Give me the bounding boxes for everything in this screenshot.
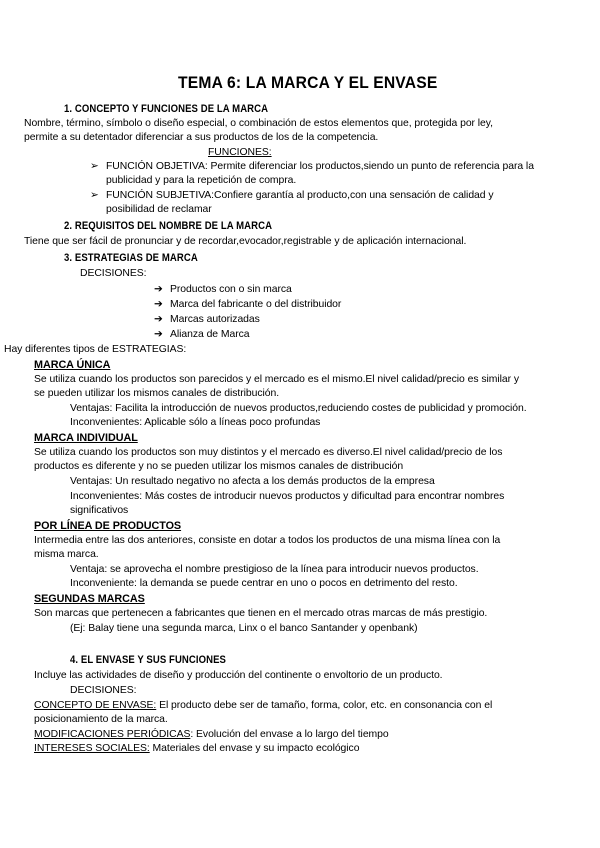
modificaciones-text: : Evolución del envase a lo largo del tiempo [190, 729, 389, 740]
definition-line-1: Nombre, término, símbolo o diseño especial, o combinación de estos elementos que, protegida por ley, [24, 118, 493, 129]
marca-individual-disadvantages-2: significativos [70, 505, 129, 516]
segundas-marcas-example: (Ej: Balay tiene una segunda marca, Linx o el banco Santander y openbank) [70, 623, 418, 634]
intereses-line [34, 742, 359, 756]
modificaciones-line [34, 728, 389, 742]
definition-line-2: permite a su detentador diferenciar a sus productos de los de la competencia. [24, 132, 379, 143]
marca-unica-line-1: Se utiliza cuando los productos son parecidos y el mercado es el mismo.El nivel calidad/precio es similar y [34, 374, 519, 385]
functions-heading: FUNCIONES: [208, 147, 272, 158]
marca-unica-advantages: Ventajas: Facilita la introducción de nuevos productos,reduciendo costes de publicidad y promoción. [70, 403, 527, 414]
arrow-icon: ➔ [154, 284, 163, 295]
marca-individual-advantages: Ventajas: Un resultado negativo no afecta a los demás productos de la empresa [70, 476, 435, 487]
section-3-heading: 3. ESTRATEGIAS DE MARCA [64, 252, 198, 264]
linea-productos-line-1: Intermedia entre las dos anteriores, consiste en dotar a todos los productos de una misma línea con la [34, 535, 501, 546]
section-4-heading: 4. EL ENVASE Y SUS FUNCIONES [70, 654, 227, 666]
marca-unica-title: MARCA ÚNICA [34, 359, 111, 371]
function-subjective-line-1: FUNCIÓN SUBJETIVA:Confiere garantía al producto,con una sensación de calidad y [106, 190, 494, 201]
intereses-text: Materiales del envase y su impacto ecológico [149, 743, 360, 754]
decisions-label: DECISIONES: [80, 268, 147, 279]
concepto-envase-label: CONCEPTO DE ENVASE: [34, 700, 157, 711]
linea-productos-advantage: Ventaja: se aprovecha el nombre prestigioso de la línea para introducir nuevos productos. [70, 564, 479, 575]
arrow-icon: ➔ [154, 314, 163, 325]
segundas-marcas-line-1: Son marcas que pertenecen a fabricantes que tienen en el mercado otras marcas de más prestigio. [34, 608, 488, 619]
concepto-envase-line-1 [34, 699, 492, 713]
linea-productos-title: POR LÍNEA DE PRODUCTOS [34, 520, 182, 532]
bullet-marker-icon: ➢ [90, 161, 99, 172]
envase-decisions-label: DECISIONES: [70, 685, 137, 696]
marca-unica-disadvantages: Inconvenientes: Aplicable sólo a líneas poco profundas [70, 417, 321, 428]
envase-intro: Incluye las actividades de diseño y producción del continente o envoltorio de un producto. [34, 670, 443, 681]
marca-individual-line-1: Se utiliza cuando los productos son muy distintos y el mercado es diverso.El nivel calidad/precio de los [34, 447, 503, 458]
intereses-label: INTERESES SOCIALES: [34, 743, 150, 754]
decision-item: Productos con o sin marca [170, 284, 292, 295]
requirements-text: Tiene que ser fácil de pronunciar y de recordar,evocador,registrable y de aplicación internacional. [24, 236, 467, 247]
arrow-icon: ➔ [154, 329, 163, 340]
linea-productos-line-2: misma marca. [34, 549, 99, 560]
modificaciones-label: MODIFICACIONES PERIÓDICAS [34, 729, 191, 740]
marca-individual-line-2: productos es diferente y no se pueden utilizar los mismos canales de distribución [34, 461, 404, 472]
concepto-envase-text: El producto debe ser de tamaño, forma, color, etc. en consonancia con el [156, 700, 493, 711]
arrow-icon: ➔ [154, 299, 163, 310]
decision-item: Marca del fabricante o del distribuidor [170, 299, 342, 310]
strategies-intro: Hay diferentes tipos de ESTRATEGIAS: [4, 344, 187, 355]
marca-individual-title: MARCA INDIVIDUAL [34, 432, 138, 444]
section-1-heading: 1. CONCEPTO Y FUNCIONES DE LA MARCA [64, 103, 269, 115]
function-objective-line-2: publicidad y para la repetición de compra. [106, 175, 297, 186]
decision-item: Marcas autorizadas [170, 314, 260, 325]
marca-individual-disadvantages-1: Inconvenientes: Más costes de introducir nuevos productos y dificultad para encontrar nombres [70, 491, 505, 502]
function-subjective-line-2: posibilidad de reclamar [106, 204, 212, 215]
marca-unica-line-2: se pueden utilizar los mismos canales de distribución. [34, 388, 280, 399]
decision-item: Alianza de Marca [170, 329, 250, 340]
segundas-marcas-title: SEGUNDAS MARCAS [34, 593, 145, 605]
function-objective-line-1: FUNCIÓN OBJETIVA: Permite diferenciar los productos,siendo un punto de referencia para la [106, 161, 534, 172]
page-title: TEMA 6: LA MARCA Y EL ENVASE [178, 73, 438, 92]
section-2-heading: 2. REQUISITOS DEL NOMBRE DE LA MARCA [64, 220, 273, 232]
linea-productos-disadvantage: Inconveniente: la demanda se puede centrar en uno o pocos en detrimento del resto. [70, 578, 458, 589]
concepto-envase-line-2: posicionamiento de la marca. [34, 714, 168, 725]
bullet-marker-icon: ➢ [90, 190, 99, 201]
